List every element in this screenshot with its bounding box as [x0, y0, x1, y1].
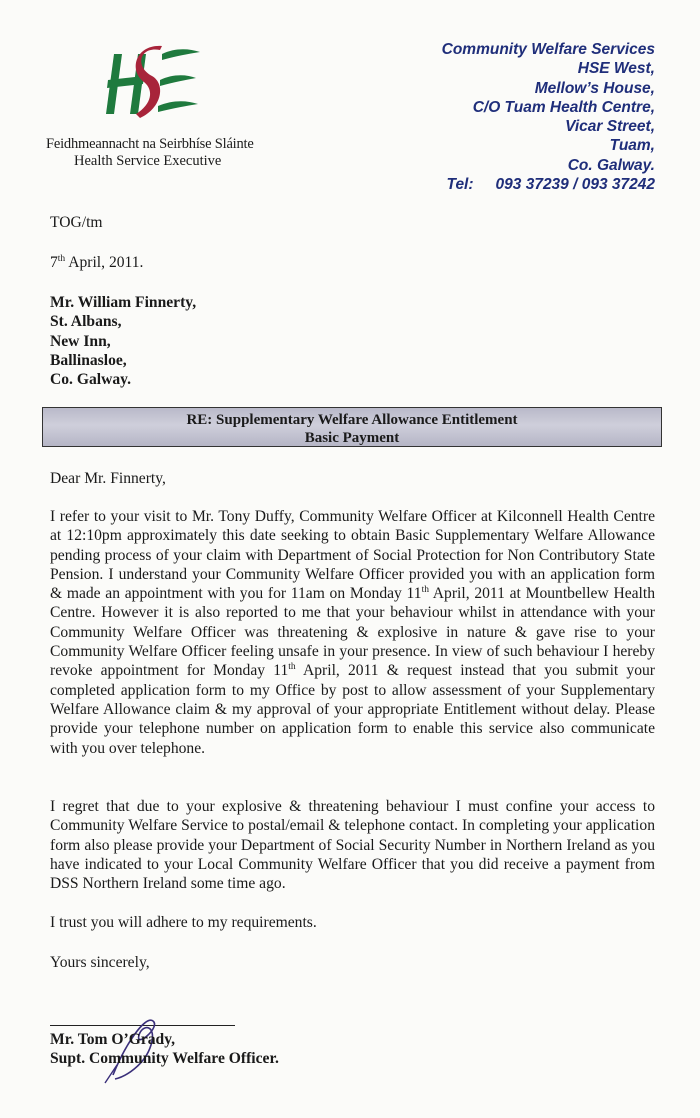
reference-code: TOG/tm: [50, 214, 103, 231]
recipient-line: New Inn,: [50, 332, 111, 350]
address-line: C/O Tuam Health Centre,: [472, 98, 655, 116]
subject-line: Basic Payment: [304, 430, 400, 446]
telephone-row: [442, 175, 655, 194]
body-paragraph: I refer to your visit to Mr. Tony Duffy, Community Welfare Officer at Kilconnell Health Centre at 12:10pm approximately this date seeking to obtain Basic Supplementary Welfare Allowance pending process of your claim with Department of Social Protection for Non Contributory State Pension. I understand your Community Welfare Officer provided you with an application form & made an appointment with you for 11am on Monday 11th April, 2011 at Mountbellew Health Centre. However it is also reported to me that your behaviour whilst in attendance with your Community Welfare Officer was threatening & explosive in nature & gave rise to your Community Welfare Officer feeling unsafe in your presence. In view of such behaviour I hereby revoke appointment for Monday 11th April, 2011 & request instead that you submit your completed application form to my Office by post to allow assessment of your Supplementary Welfare Allowance claim & my approval of your appropriate Entitlement without delay. Please provide your telephone number on application form to enable this service also communicate with you over telephone.: [50, 508, 656, 757]
address-line: Community Welfare Services: [441, 41, 655, 58]
address-line: Vicar Street,: [565, 118, 655, 136]
address-line: Tuam,: [609, 137, 655, 155]
signer-title: Supt. Community Welfare Officer.: [50, 1050, 279, 1068]
letter-date: 7th April, 2011.: [50, 254, 144, 271]
body-paragraph: I regret that due to your explosive & threatening behaviour I must confine your access to Community Welfare Service to postal/email & telephone contact. In completing your application form also please provide your Department of Social Security Number in Northern Ireland as you have indicated to your Local Community Welfare Officer that you did receive a payment from DSS Northern Ireland some time ago.: [50, 798, 655, 893]
signer-name: Mr. Tom O’Grady,: [50, 1031, 176, 1048]
address-line: Co. Galway.: [567, 156, 655, 174]
subject-line: RE: Supplementary Welfare Allowance Entitlement: [186, 412, 518, 428]
closing: Yours sincerely,: [50, 954, 150, 971]
organization-name-english: Health Service Executive: [74, 153, 222, 169]
hse-logo-icon: [100, 42, 210, 126]
subject-box: [42, 407, 662, 447]
address-line: HSE West,: [577, 60, 655, 78]
recipient-line: Ballinasloe,: [50, 351, 127, 369]
recipient-address: [50, 293, 196, 389]
recipient-line: St. Albans,: [50, 313, 122, 331]
body-paragraph: I trust you will adhere to my requirements.: [50, 914, 317, 931]
address-line: Mellow’s House,: [534, 79, 655, 97]
telephone-label: Tel:: [446, 176, 474, 194]
sender-address: [442, 40, 655, 194]
organization-name-irish: Feidhmeannacht na Seirbhíse Sláinte: [46, 136, 254, 152]
recipient-line: Mr. William Finnerty,: [50, 294, 197, 311]
signer-block: [50, 1030, 279, 1069]
salutation: Dear Mr. Finnerty,: [50, 470, 166, 487]
telephone-numbers: 093 37239 / 093 37242: [495, 176, 655, 194]
recipient-line: Co. Galway.: [50, 371, 132, 389]
